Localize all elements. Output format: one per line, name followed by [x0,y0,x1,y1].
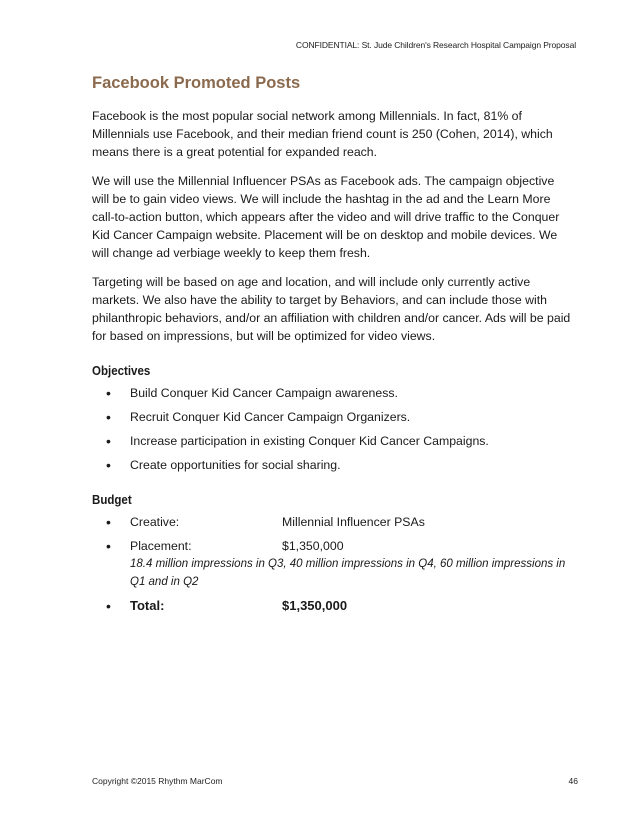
list-item: • Recruit Conquer Kid Cancer Campaign Organizers. [106,409,411,425]
bullet-icon: • [106,538,111,554]
creative-label: Creative: [130,515,180,529]
bullet-icon: • [106,433,111,449]
budget-total-row [92,597,572,615]
bullet-icon: • [106,409,111,425]
budget-placement-row [92,537,572,591]
objectives-heading: Objectives [92,363,151,378]
bullet-icon: • [106,385,111,401]
placement-label: Placement: [130,539,192,553]
main-content [92,107,572,621]
list-item: • Increase participation in existing Conquer Kid Cancer Campaigns. [106,433,489,449]
total-value: $1,350,000 [282,598,348,613]
bullet-icon: • [106,457,111,473]
list-item: • Create opportunities for social sharing. [106,457,341,473]
bullet-icon: • [106,598,111,614]
page-number: 46 [568,776,578,786]
document-header: CONFIDENTIAL: St. Jude Children's Research Hospital Campaign Proposal [295,40,576,50]
paragraph-1: Facebook is the most popular social network among Millennials. In fact, 81% of Millennials use Facebook, and their median friend count is 250 (Cohen, 2014), which means there is a great potential for expanded reach. [92,109,553,159]
list-item: • Build Conquer Kid Cancer Campaign awareness. [106,385,398,401]
objectives-list [92,384,572,474]
paragraph-2: We will use the Millennial Influencer PSAs as Facebook ads. The campaign objective will be to gain video views. We will include the hashtag in the ad and the Learn More call-to-action button, which appears after the video and will drive traffic to the Conquer Kid Cancer Campaign website. Placement will be on desktop and mobile devices. We will change ad verbiage weekly to keep them fresh. [92,174,560,260]
paragraph-3: Targeting will be based on age and location, and will include only currently active markets. We also have the ability to target by Behaviors, and can include those with philanthropic behaviors, and/or an affiliation with children and/or cancer. Ads will be paid for based on impressions, but will be optimized for video views. [92,275,571,343]
budget-list [92,513,572,615]
budget-heading: Budget [92,492,132,507]
bullet-icon: • [106,514,111,530]
total-label: Total: [130,598,165,613]
footer-copyright: Copyright ©2015 Rhythm MarCom [92,776,223,786]
placement-note: 18.4 million impressions in Q3, 40 million impressions in Q4, 60 million impressions in Q1 and in Q2 [130,558,566,588]
creative-value: Millennial Influencer PSAs [282,515,425,529]
section-title: Facebook Promoted Posts [92,74,301,92]
placement-value: $1,350,000 [282,539,344,553]
budget-creative-row [92,513,572,531]
